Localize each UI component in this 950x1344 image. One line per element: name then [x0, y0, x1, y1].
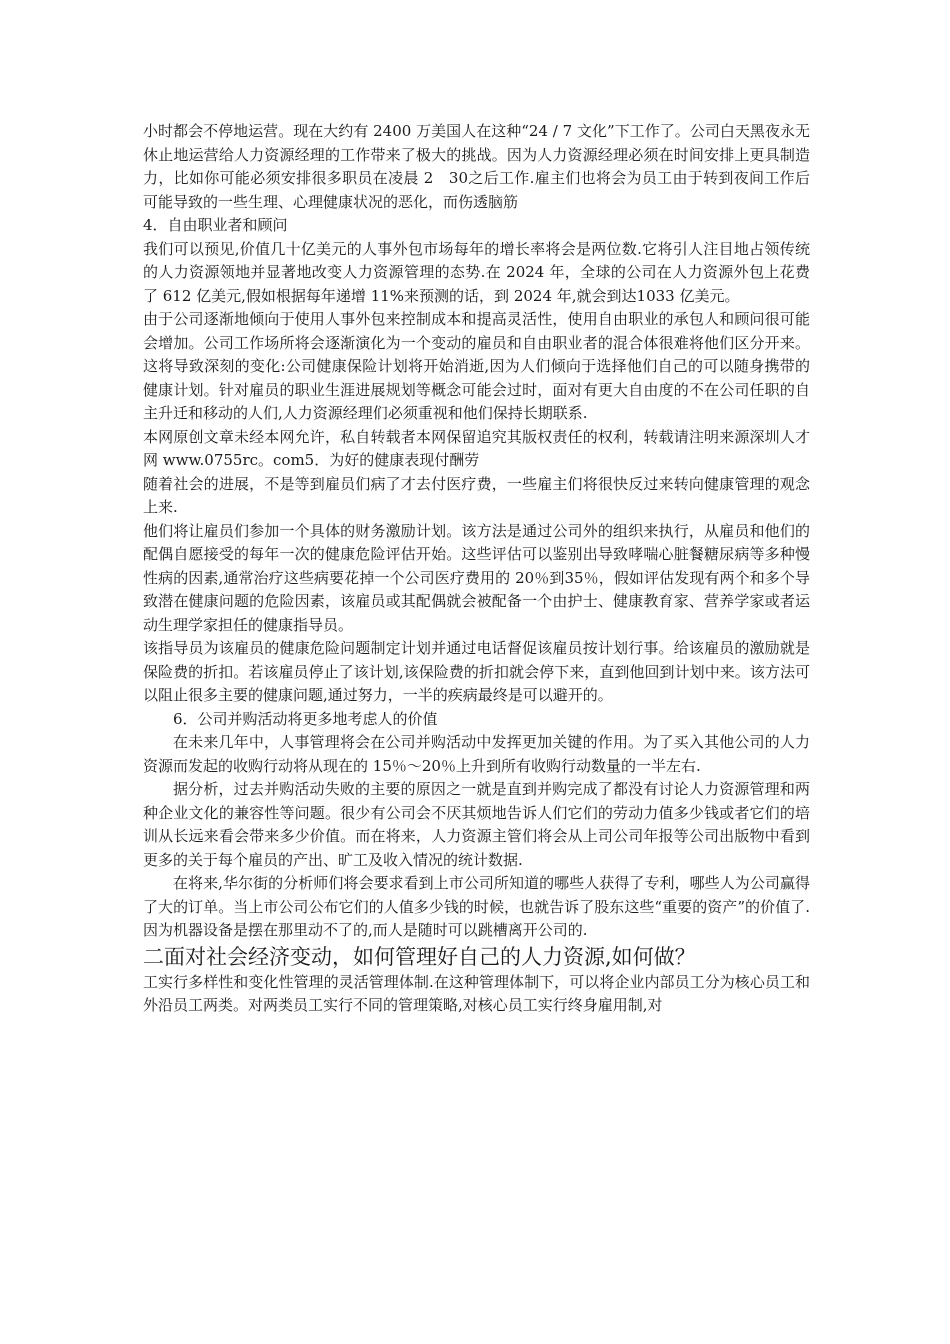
paragraph-health-coach: 该指导员为该雇员的健康危险问题制定计划并通过电话督促该雇员按计划行事。给该雇员的激励就是保险费的折扣。若该雇员停止了该计划,该保险费的折扣就会停下来，直到他回到计划中来。该方法可以阻止很多主要的健康问题,通过努力，一半的疾病最终是可以避开的。 — [143, 639, 810, 704]
paragraph-mergers-role: 在未来几年中，人事管理将会在公司并购活动中发挥更加关键的作用。为了买入其他公司的人力资源而发起的收购行动将从现在的 15％～20％上升到所有收购行动数量的一半左右. — [143, 733, 810, 775]
paragraph-wall-street: 在将来,华尔街的分析师们将会要求看到上市公司所知道的哪些人获得了专利，哪些人为公司赢得了大的订单。当上市公司公布它们的人值多少钱的时候，也就告诉了股东这些“重要的资产”的价值了.因为机器设备是摆在那里动不了的,而人是随时可以跳槽离开公司的. — [143, 874, 810, 939]
paragraph-flexible-management: 工实行多样性和变化性管理的灵活管理体制.在这种管理体制下，可以将企业内部员工分为核心员工和外沿员工两类。对两类员工实行不同的管理策略,对核心员工实行终身雇用制,对 — [143, 972, 810, 1014]
paragraph-health-management: 随着社会的进展，不是等到雇员们病了才去付医疗费，一些雇主们将很快反过来转向健康管理的观念上来. — [143, 474, 810, 516]
paragraph-freelance-mix: 由于公司逐渐地倾向于使用人事外包来控制成本和提高灵活性，使用自由职业的承包人和顾问很可能会增加。公司工作场所将会逐渐演化为一个变动的雇员和自由职业者的混合体很难将他们区分开来。这将导致深刻的变化:公司健康保险计划将开始消逝,因为人们倾向于选择他们自己的可以随身携带的健康计划。针对雇员的职业生涯进展规划等概念可能会过时，面对有更大自由度的不在公司任职的自主升迁和移动的人们,人力资源经理们必须重视和他们保持长期联系. — [143, 310, 810, 422]
section-title-freelancers: 4．自由职业者和顾问 — [143, 216, 288, 234]
document-page — [143, 120, 810, 1018]
paragraph-incentive-plan: 他们将让雇员们参加一个具体的财务激励计划。该方法是通过公司外的组织来执行，从雇员和他们的配偶自愿接受的每年一次的健康危险评估开始。这些评估可以鉴别出导致哮喘心脏餐糖尿病等多种慢性病的因素,通常治疗这些病要花掉一个公司医疗费用的 20％到35％，假如评估发现有两个和多个导致潜在健康问题的危险因素，该雇员或其配偶就会被配备一个由护士、健康教育家、营养学家或者运动生理学家担任的健康指导员。 — [143, 521, 810, 634]
paragraph-night-shift: 小时都会不停地运营。现在大约有 2400 万美国人在这种“24 / 7 文化”下工作了。公司白天黑夜永无休止地运营给人力资源经理的工作带来了极大的挑战。因为人力资源经理必须在时间安排上更具制造力，比如你可能必须安排很多职员在凌晨 2 30之后工作.雇主们也将会为员工由于转到夜间工作后可能导致的一些生理、心理健康状况的恶化，而伤透脑筋 — [143, 122, 810, 211]
section-heading-manage-hr: 二面对社会经济变动，如何管理好自己的人力资源,如何做？ — [143, 944, 696, 969]
section-title-mergers: 6．公司并购活动将更多地考虑人的价值 — [173, 709, 438, 728]
paragraph-mergers-failure: 据分析，过去并购活动失败的主要的原因之一就是直到并购完成了都没有讨论人力资源管理和两种企业文化的兼容性等问题。很少有公司会不厌其烦地告诉人们它们的劳动力值多少钱或者它们的培训从长远来看会带来多少价值。而在将来，人力资源主管们将会从上司公司年报等公司出版物中看到更多的关于每个雇员的产出、旷工及收入情况的统计数据. — [143, 780, 810, 869]
paragraph-outsourcing-market: 我们可以预见,价值几十亿美元的人事外包市场每年的增长率将会是两位数.它将引人注目地占领传统的人力资源领地并显著地改变人力资源管理的态势.在 2024 年，全球的公司在人力资源外包上花费了 612 亿美元,假如根据每年递增 11%来预测的话，到 2024 年,就会到达1033 亿美元。 — [143, 239, 810, 305]
paragraph-copyright-notice: 本网原创文章未经本网允许，私自转载者本网保留追究其版权责任的权利，转载请注明来源深圳人才网 www.0755rc。com5．为好的健康表现付酬劳 — [143, 427, 810, 469]
